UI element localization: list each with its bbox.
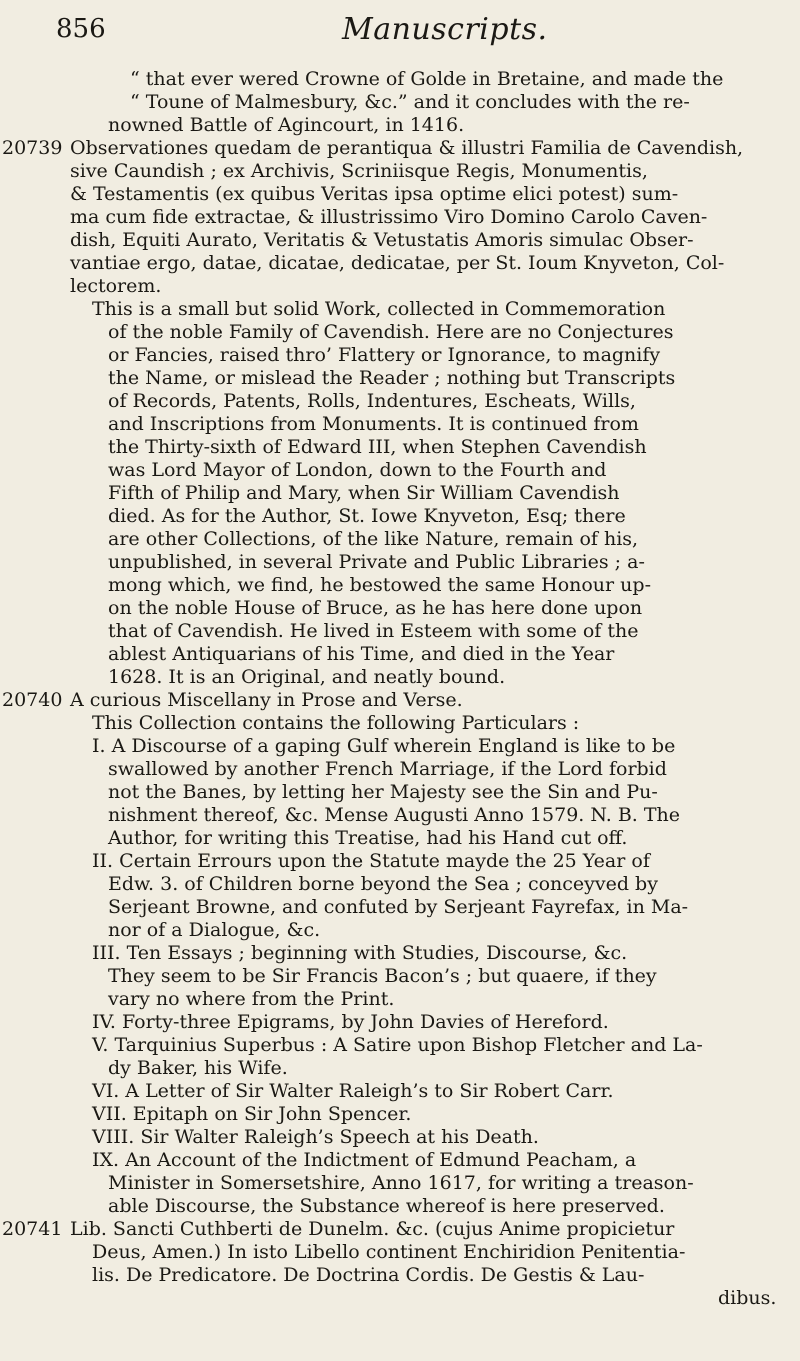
entry-desc-line: nishment thereof, &c. Mense Augusti Anno 1579. N. B. The	[108, 804, 681, 826]
entry-desc-line: was Lord Mayor of London, down to the Fourth and	[108, 459, 607, 481]
entry-desc-line: ablest Antiquarians of his Time, and died in the Year	[108, 643, 615, 665]
entry-desc-line: V. Tarquinius Superbus : A Satire upon Bishop Fletcher and La-	[92, 1034, 703, 1056]
entry-desc-line: IV. Forty-three Epigrams, by John Davies of Hereford.	[92, 1011, 609, 1033]
entry-desc-line: I. A Discourse of a gaping Gulf wherein England is like to be	[92, 735, 676, 757]
text-line: “ Toune of Malmesbury, &c.” and it concludes with the re-	[130, 91, 690, 113]
entry-desc-line: mong which, we find, he bestowed the same Honour up-	[108, 574, 651, 596]
entry-desc-line: and Inscriptions from Monuments. It is continued from	[108, 413, 639, 435]
entry-desc-line: dy Baker, his Wife.	[108, 1057, 288, 1079]
entry-title-line: ma cum fide extractae, & illustrissimo Viro Domino Carolo Caven-	[70, 206, 708, 228]
entry-desc-line: the Name, or mislead the Reader ; nothing but Transcripts	[108, 367, 676, 389]
running-title: Manuscripts.	[342, 12, 548, 47]
entry-desc-line: IX. An Account of the Indictment of Edmund Peacham, a	[92, 1149, 637, 1171]
entry-title-line: dibus.	[718, 1287, 777, 1309]
entry-title-line: Observationes quedam de perantiqua & illustri Familia de Cavendish,	[70, 137, 744, 159]
entry-desc-line: Author, for writing this Treatise, had his Hand cut off.	[108, 827, 628, 849]
text-line: “ that ever wered Crowne of Golde in Bretaine, and made the	[130, 68, 724, 90]
entry-desc-line: Fifth of Philip and Mary, when Sir William Cavendish	[108, 482, 620, 504]
entry-desc-line: or Fancies, raised thro’ Flattery or Ignorance, to magnify	[108, 344, 661, 366]
entry-desc-line: They seem to be Sir Francis Bacon’s ; but quaere, if they	[108, 965, 657, 987]
entry-number: 20740	[2, 689, 63, 711]
entry-desc-line: of the noble Family of Cavendish. Here are no Conjectures	[108, 321, 674, 343]
entry-desc-line: nor of a Dialogue, &c.	[108, 919, 321, 941]
page-number: 856	[56, 14, 106, 44]
entry-desc-line: VII. Epitaph on Sir John Spencer.	[92, 1103, 412, 1125]
entry-desc-line: that of Cavendish. He lived in Esteem with some of the	[108, 620, 639, 642]
entry-title-line: Deus, Amen.) In isto Libello continent Enchiridion Penitentia-	[92, 1241, 686, 1263]
entry-desc-line: died. As for the Author, St. Iowe Knyveton, Esq; there	[108, 505, 626, 527]
entry-title-line: Lib. Sancti Cuthberti de Dunelm. &c. (cujus Anime propicietur	[70, 1218, 675, 1240]
entry-desc-line: swallowed by another French Marriage, if the Lord forbid	[108, 758, 667, 780]
entry-desc-line: III. Ten Essays ; beginning with Studies, Discourse, &c.	[92, 942, 628, 964]
entry-title-line: lis. De Predicatore. De Doctrina Cordis. De Gestis & Lau-	[92, 1264, 645, 1286]
entry-title-line: lectorem.	[70, 275, 162, 297]
entry-desc-line: of Records, Patents, Rolls, Indentures, Escheats, Wills,	[108, 390, 636, 412]
entry-title-line: dish, Equiti Aurato, Veritatis & Vetustatis Amoris simulac Obser-	[70, 229, 694, 251]
entry-desc-line: Edw. 3. of Children borne beyond the Sea ; conceyved by	[108, 873, 658, 895]
entry-desc-line: 1628. It is an Original, and neatly bound.	[108, 666, 506, 688]
entry-desc-line: on the noble House of Bruce, as he has here done upon	[108, 597, 643, 619]
entry-desc-line: II. Certain Errours upon the Statute mayde the 25 Year of	[92, 850, 650, 872]
entry-desc-line: Serjeant Browne, and confuted by Serjeant Fayrefax, in Ma-	[108, 896, 689, 918]
entry-desc-line: Minister in Somersetshire, Anno 1617, for writing a treason-	[108, 1172, 694, 1194]
entry-desc-line: able Discourse, the Substance whereof is here preserved.	[108, 1195, 665, 1217]
entry-title-line: A curious Miscellany in Prose and Verse.	[70, 689, 463, 711]
entry-desc-line: the Thirty-sixth of Edward III, when Stephen Cavendish	[108, 436, 647, 458]
text-line: nowned Battle of Agincourt, in 1416.	[108, 114, 465, 136]
entry-desc-line: This Collection contains the following Particulars :	[92, 712, 580, 734]
page-header	[52, 12, 792, 56]
entry-desc-line: are other Collections, of the like Nature, remain of his,	[108, 528, 639, 550]
entry-number: 20739	[2, 137, 63, 159]
entry-desc-line: This is a small but solid Work, collected in Commemoration	[92, 298, 666, 320]
entry-number: 20741	[2, 1218, 63, 1240]
entry-title-line: vantiae ergo, datae, dicatae, dedicatae, per St. Ioum Knyveton, Col-	[70, 252, 725, 274]
entry-desc-line: VI. A Letter of Sir Walter Raleigh’s to Sir Robert Carr.	[92, 1080, 614, 1102]
entry-desc-line: VIII. Sir Walter Raleigh’s Speech at his Death.	[92, 1126, 539, 1148]
entry-desc-line: unpublished, in several Private and Public Libraries ; a-	[108, 551, 645, 573]
entry-desc-line: not the Banes, by letting her Majesty see the Sin and Pu-	[108, 781, 658, 803]
entry-desc-line: vary no where from the Print.	[108, 988, 395, 1010]
entry-title-line: & Testamentis (ex quibus Veritas ipsa optime elici potest) sum-	[70, 183, 679, 205]
entry-title-line: sive Caundish ; ex Archivis, Scriniisque Regis, Monumentis,	[70, 160, 648, 182]
